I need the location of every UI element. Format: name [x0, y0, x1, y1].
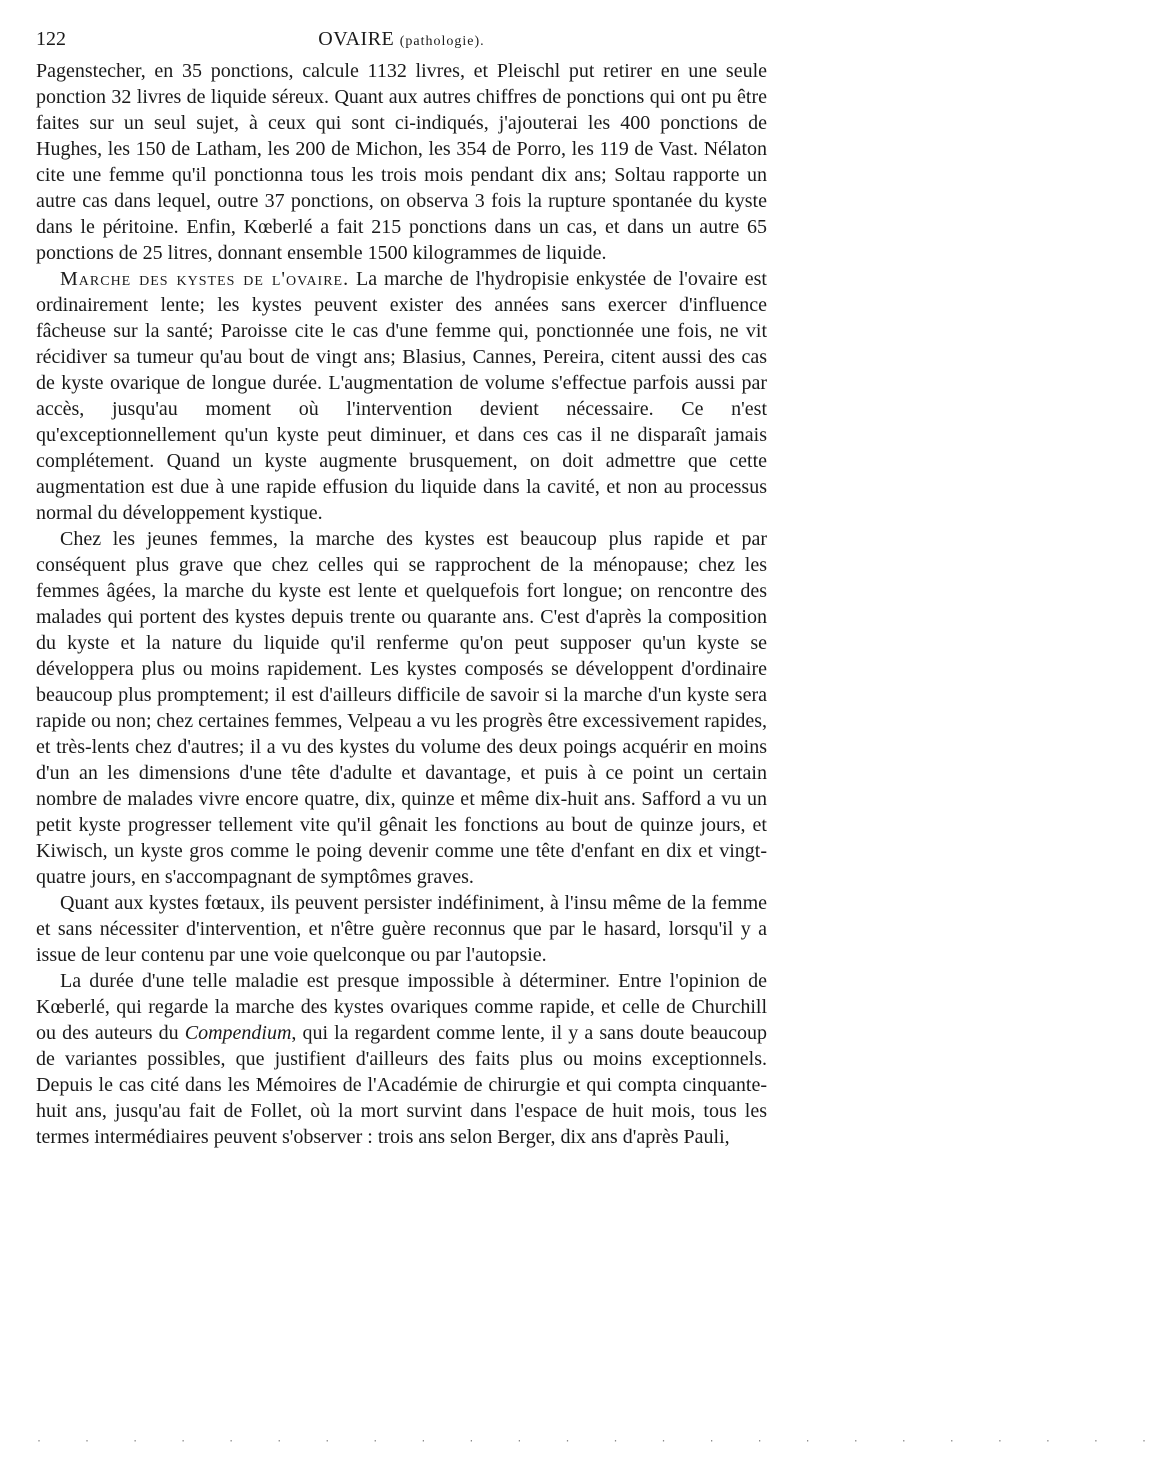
document-page: [36, 26, 767, 1150]
running-head: [36, 26, 767, 54]
header-title: OVAIRE: [318, 28, 395, 50]
paragraph-5-end: , qui la regardent comme lente, il y a sans doute beaucoup de variantes possibles, que justifient d'ailleurs des faits plus ou moins exceptionnels. Depuis le cas cité dans les Mémoires de l'Académie de chirurgie et qui compta cinquante-huit ans, jusqu'au fait de Follet, où la mort survint dans l'espace de huit mois, tous les termes intermédiaires peuvent s'observer : trois ans selon Berger, dix ans d'après Pauli,: [36, 1022, 767, 1148]
compendium-title: Compendium: [184, 1022, 292, 1044]
running-title: [36, 26, 767, 55]
header-subtitle: (pathologie).: [399, 34, 485, 49]
section-heading: Marche des kystes de l'ovaire.: [60, 268, 350, 290]
page-number: 122: [36, 28, 66, 50]
paragraph-2: [36, 266, 767, 526]
paragraph-1: Pagenstecher, en 35 ponctions, calcule 1132 livres, et Pleischl put retirer en une seule ponction 32 livres de liquide séreux. Quant aux autres chiffres de ponctions qui ont pu être faites sur un seul sujet, à ceux qui sont ci-indiqués, j'ajouterai les 400 ponctions de Hughes, les 150 de Latham, les 200 de Michon, les 354 de Porro, les 119 de Vast. Nélaton cite une femme qu'il ponctionna tous les trois mois pendant dix ans; Soltau rapporte un autre cas dans lequel, outre 37 ponctions, on observa 3 fois la rupture spontanée du kyste dans le péritoine. Enfin, Kœberlé a fait 215 ponctions dans un cas, et dans un autre 65 ponctions de 25 litres, donnant ensemble 1500 kilogrammes de liquide.: [36, 60, 767, 264]
paragraph-4: Quant aux kystes fœtaux, ils peuvent persister indéfiniment, à l'insu même de la femme et sans nécessiter d'intervention, et n'être guère reconnus que par le hasard, lorsqu'il y a issue de leur contenu par une voie quelconque ou par l'autopsie.: [36, 892, 767, 966]
paragraph-5-start: La durée d'une telle maladie est presque impossible à déterminer. Entre l'opinion de Kœberlé, qui regarde la marche des kystes ovariques comme rapide, et celle de Churchill ou des auteurs du: [36, 970, 767, 1044]
paragraph-5: [36, 968, 767, 1150]
paragraph-3: Chez les jeunes femmes, la marche des kystes est beaucoup plus rapide et par conséquent plus grave que chez celles qui se rapprochent de la ménopause; chez les femmes âgées, la marche du kyste est lente et quelquefois fort longue; on rencontre des malades qui portent des kystes depuis trente ou quarante ans. C'est d'après la composition du kyste et la nature du liquide qu'il renferme qu'on peut supposer qu'un kyste se développera plus ou moins rapidement. Les kystes composés se développent d'ordinaire beaucoup plus promptement; il est d'ailleurs difficile de savoir si la marche d'un kyste sera rapide ou non; chez certaines femmes, Velpeau a vu les progrès être excessivement rapides, et très-lents chez d'autres; il a vu des kystes du volume des deux poings acquérir en moins d'un an les dimensions d'une tête d'adulte et davantage, et puis à ce point un certain nombre de malades vivre encore quatre, dix, quinze et même dix-huit ans. Safford a vu un petit kyste progresser tellement vite qu'il gênait les fonctions au bout de quinze jours, et Kiwisch, un kyste gros comme le poing devenir comme une tête d'enfant en dix et vingt-quatre jours, en s'accompagnant de symptômes graves.: [36, 528, 768, 888]
paragraph-2-body: La marche de l'hydropisie enkystée de l'ovaire est ordinairement lente; les kystes peuvent exister des années sans exercer d'influence fâcheuse sur la santé; Paroisse cite le cas d'une femme qui, ponctionnée une fois, ne vit récidiver sa tumeur qu'au bout de vingt ans; Blasius, Cannes, Pereira, citent aussi des cas de kyste ovarique de longue durée. L'augmentation de volume s'effectue parfois aussi par accès, jusqu'au moment où l'intervention devient nécessaire. Ce n'est qu'exceptionnellement qu'un kyste peut diminuer, et dans ces cas il ne disparaît jamais complétement. Quand un kyste augmente brusquement, on doit admettre que cette augmentation est due à une rapide effusion du liquide dans la cavité, et non au processus normal du développement kystique.: [36, 268, 767, 524]
scan-specks: · · · · · · · · · · · · · · · · · · · · · · · ·: [36, 1436, 1165, 1447]
